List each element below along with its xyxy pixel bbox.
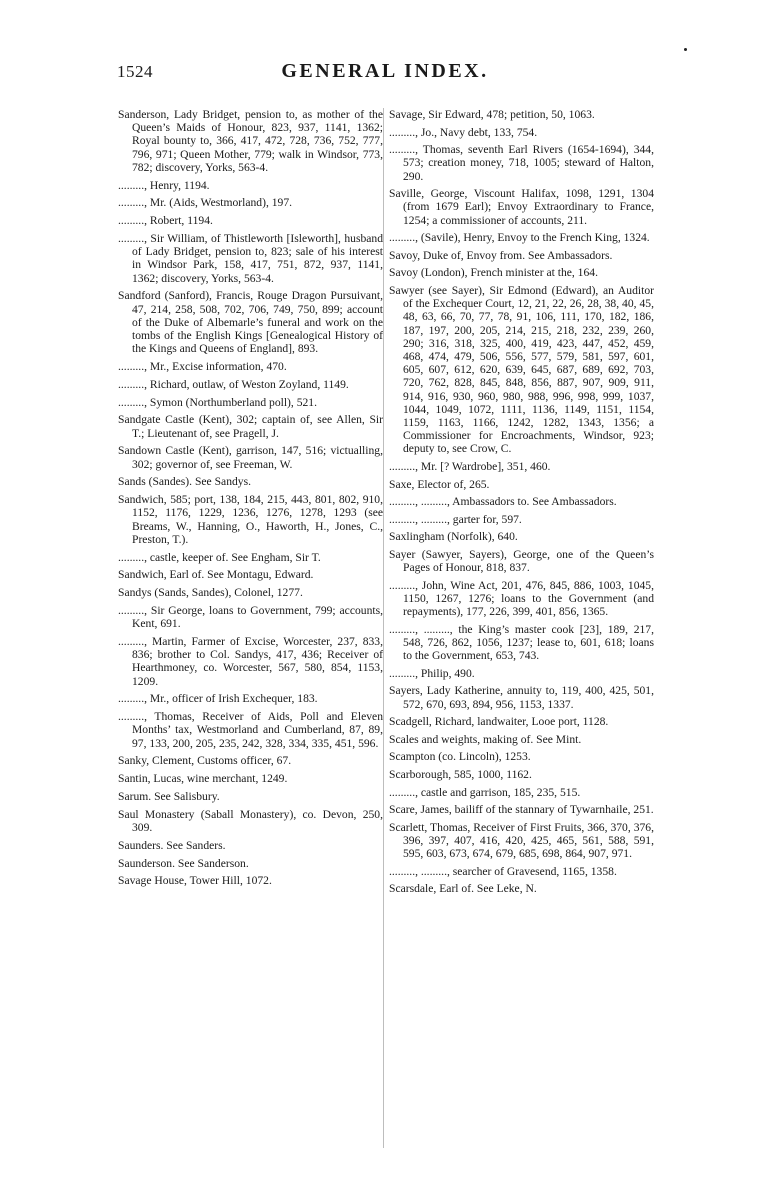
index-entry: Sawyer (see Sayer), Sir Edmond (Edward), an Auditor of the Exchequer Court, 12, 21, 22, 26, 28, 38, 40, 45, 48, 63, 66, 70, 77, 78, 91, 106, 111, 170, 182, 186, 187, 197, 200, 205, 214, 215, 218, 232, 239, 260, 290; 316, 318, 325, 400, 419, 423, 447, 452, 459, 468, 474, 479, 506, 556, 577, 579, 581, 597, 601, 605, 607, 612, 620, 639, 645, 687, 689, 692, 703, 720, 762, 828, 845, 848, 856, 887, 907, 909, 911, 914, 916, 930, 960, 980, 988, 996, 998, 999, 1037, 1044, 1049, 1072, 1111, 1136, 1149, 1151, 1154, 1159, 1163, 1166, 1242, 1282, 1343, 1356; a Commissioner for Encroachments, Windsor, 923; deputy to, see Crow, C. — [389, 283, 654, 456]
index-entry: Scarborough, 585, 1000, 1162. — [389, 767, 532, 781]
index-entry: Scarsdale, Earl of. See Leke, N. — [389, 882, 537, 896]
ink-speck — [684, 48, 687, 51]
index-entry: Sayers, Lady Katherine, annuity to, 119, 400, 425, 501, 572, 670, 693, 894, 956, 1153, 1337. — [389, 684, 654, 711]
index-entry: ........., Martin, Farmer of Excise, Worcester, 237, 833, 836; brother to Col. Sandys, 417, 436; Receiver of Hearthmoney, co. Worcester, 567, 580, 854, 1153, 1209. — [118, 635, 383, 688]
index-entry: Sayer (Sawyer, Sayers), George, one of the Queen’s Pages of Honour, 818, 837. — [389, 547, 654, 575]
index-entry: Saville, George, Viscount Halifax, 1098, 1291, 1304 (from 1679 Earl); Envoy Extraordinary to France, 1254; a commissioner of accounts, 211. — [389, 187, 654, 227]
index-entry: Savage, Sir Edward, 478; petition, 50, 1063. — [389, 108, 595, 121]
index-entry: Scales and weights, making of. See Mint. — [389, 732, 582, 746]
index-entry: ........., (Savile), Henry, Envoy to the French King, 1324. — [389, 231, 650, 245]
index-entry: ........., ........., the King’s master cook [23], 189, 217, 548, 726, 862, 1056, 1237; lease to, 601, 618; loans to the Government, 653, 743. — [389, 622, 654, 663]
index-entry: Sanderson, Lady Bridget, pension to, as mother of the Queen’s Maids of Honour, 823, 937, 1141, 1362; Royal bounty to, 366, 417, 472, 728, 736, 752, 777, 796, 971; Queen Mother, 779; walk in Windsor, 773, 782; discovery, Yorks, 563-4. — [118, 108, 383, 174]
index-entry: ........., Jo., Navy debt, 133, 754. — [389, 125, 538, 139]
index-entry: ........., castle, keeper of. See Engham, Sir T. — [118, 550, 321, 564]
index-entry: Santin, Lucas, wine merchant, 1249. — [118, 772, 288, 786]
index-entry: Scadgell, Richard, landwaiter, Looe port, 1128. — [389, 715, 609, 729]
index-entry: ........., Mr., officer of Irish Exchequer, 183. — [118, 692, 318, 706]
index-entry: Savoy, Duke of, Envoy from. See Ambassadors. — [389, 248, 613, 262]
index-entry: Sanky, Clement, Customs officer, 67. — [118, 754, 292, 768]
page-number: 1524 — [117, 62, 153, 81]
index-entry: ........., Philip, 490. — [389, 666, 475, 680]
index-column-right — [389, 108, 654, 900]
index-entry: ........., ........., Ambassadors to. See Ambassadors. — [389, 495, 617, 509]
index-column-left — [118, 108, 383, 892]
index-entry: Sandgate Castle (Kent), 302; captain of, see Allen, Sir T.; Lieutenant of, see Pragell, J. — [118, 413, 383, 440]
index-entry: Saxlingham (Norfolk), 640. — [389, 530, 518, 544]
index-entry: Savoy (London), French minister at the, 164. — [389, 266, 598, 280]
index-entry: Sandys (Sands, Sandes), Colonel, 1277. — [118, 586, 303, 600]
index-entry: Scampton (co. Lincoln), 1253. — [389, 750, 531, 764]
index-entry: ........., Robert, 1194. — [118, 214, 213, 228]
index-entry: Sandford (Sanford), Francis, Rouge Dragon Pursuivant, 47, 214, 258, 508, 702, 706, 749, 750, 899; account of the Duke of Albemarle’s funeral and work on the tombs of the English Kings [Genealogical History of the Kings and Queens of England], 893. — [118, 289, 383, 356]
index-entry: ........., Sir George, loans to Government, 799; accounts, Kent, 691. — [118, 604, 383, 631]
index-entry: ........., ........., searcher of Gravesend, 1165, 1358. — [389, 864, 617, 878]
page-title: GENERAL INDEX. — [281, 60, 489, 82]
index-entry: Savage House, Tower Hill, 1072. — [118, 874, 272, 888]
index-entry: Sandwich, 585; port, 138, 184, 215, 443, 801, 802, 910, 1152, 1176, 1229, 1236, 1276, 1278, 1293 (see Breams, W., Hanning, O., Haworth, H., Jones, C., Preston, T.). — [118, 493, 383, 546]
index-entry: ........., Richard, outlaw, of Weston Zoyland, 1149. — [118, 377, 349, 391]
index-entry: Sarum. See Salisbury. — [118, 790, 220, 803]
index-entry: ........., Mr. [? Wardrobe], 351, 460. — [389, 460, 551, 473]
index-entry: Scarlett, Thomas, Receiver of First Fruits, 366, 370, 376, 396, 397, 407, 416, 420, 425, 465, 561, 588, 591, 595, 603, 673, 674, 679, 685, 698, 864, 907, 971. — [389, 820, 654, 861]
index-entry: Scare, James, bailiff of the stannary of Tywarnhaile, 251. — [389, 803, 654, 817]
index-entry: ........., Thomas, Receiver of Aids, Poll and Eleven Months’ tax, Westmorland and Cumberland, 87, 89, 97, 133, 200, 205, 235, 242, 328, 334, 335, 451, 596. — [118, 710, 383, 750]
index-entry: ........., castle and garrison, 185, 235, 515. — [389, 785, 581, 799]
index-entry: ........., Mr. (Aids, Westmorland), 197. — [118, 196, 293, 210]
index-entry: ........., Mr., Excise information, 470. — [118, 360, 287, 374]
column-divider — [383, 108, 384, 1148]
index-entry: ........., Thomas, seventh Earl Rivers (1654-1694), 344, 573; creation money, 718, 1005; steward of Halton, 290. — [389, 143, 654, 183]
index-entry: Saunders. See Sanders. — [118, 838, 226, 852]
index-entry: Sandwich, Earl of. See Montagu, Edward. — [118, 568, 314, 582]
index-entry: ........., Symon (Northumberland poll), 521. — [118, 395, 318, 409]
index-entry: Saxe, Elector of, 265. — [389, 477, 490, 491]
index-entry: ........., John, Wine Act, 201, 476, 845, 886, 1003, 1045, 1150, 1267, 1276; loans to the Government (and repayments), 177, 226, 399, 401, 856, 1365. — [389, 578, 654, 619]
index-entry: Sands (Sandes). See Sandys. — [118, 475, 251, 489]
index-entry: ........., Henry, 1194. — [118, 178, 210, 192]
index-entry: Saul Monastery (Saball Monastery), co. Devon, 250, 309. — [118, 807, 383, 834]
index-entry: Saunderson. See Sanderson. — [118, 856, 249, 870]
index-entry: Sandown Castle (Kent), garrison, 147, 516; victualling, 302; governor of, see Freeman, W. — [118, 444, 383, 471]
index-entry: ........., ........., garter for, 597. — [389, 512, 522, 526]
index-entry: ........., Sir William, of Thistleworth [Isleworth], husband of Lady Bridget, pension to, 823; sale of his interest in Windsor Park, 158, 417, 751, 872, 937, 1141, 1362; discovery, Yorks, 563-4. — [118, 232, 383, 285]
